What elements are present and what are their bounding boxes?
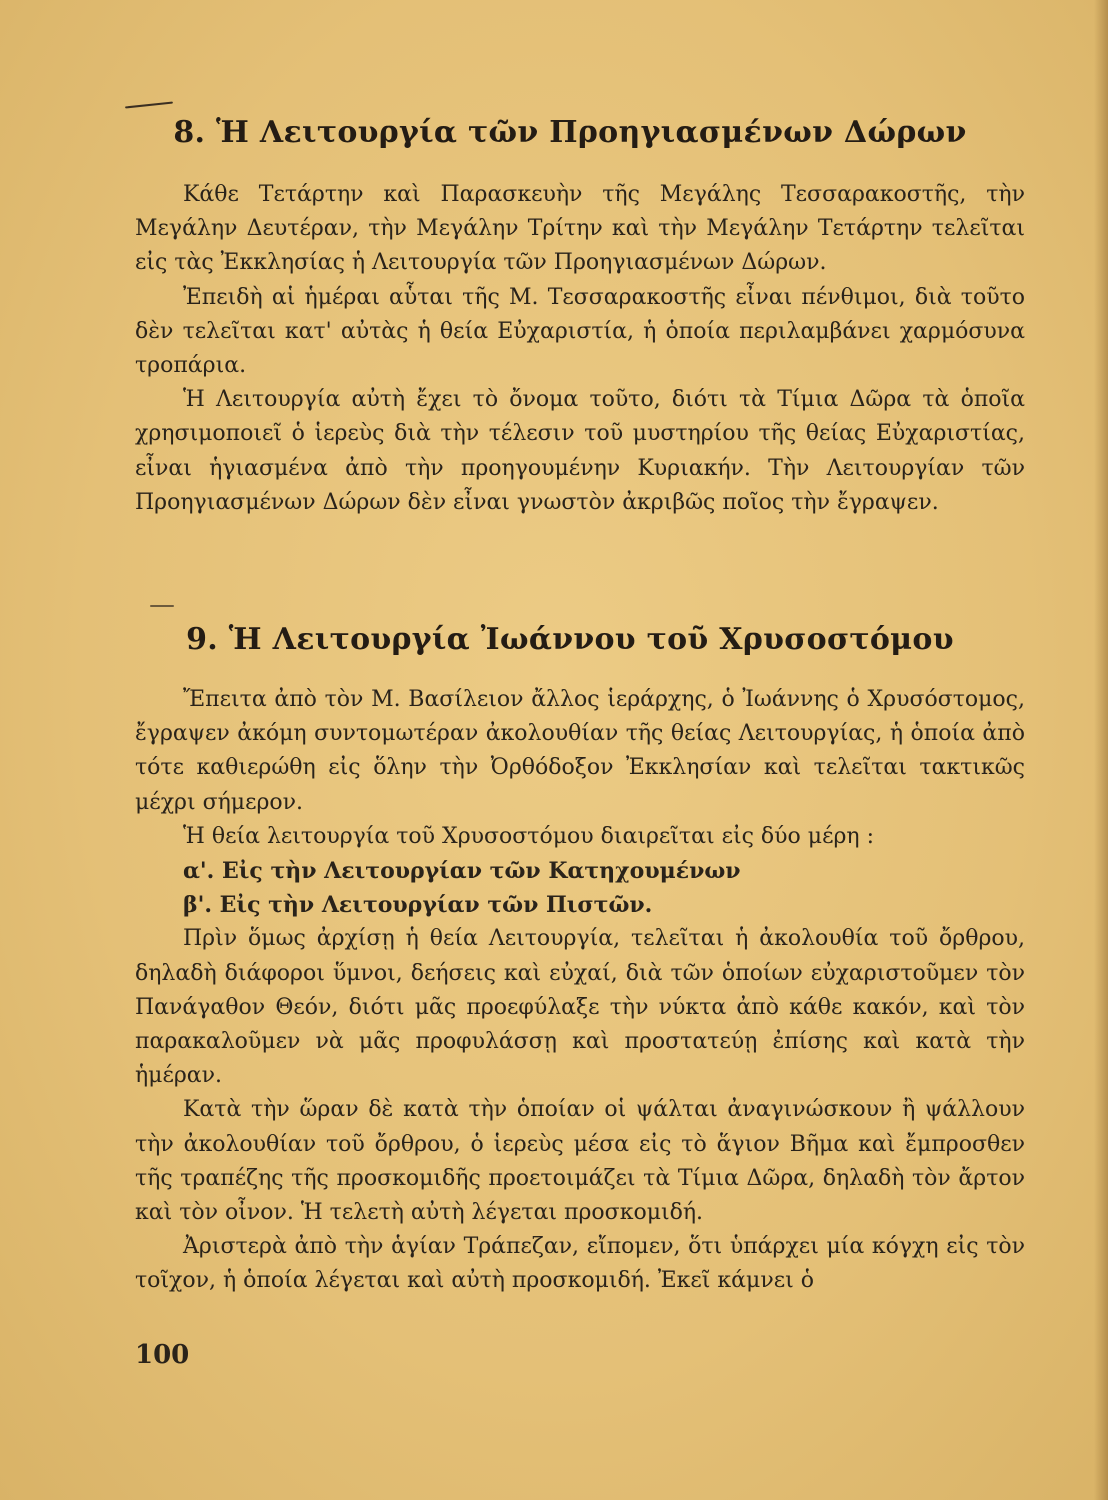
section-8-heading: 8. Ἡ Λειτουργία τῶν Προηγιασμένων Δώρων	[173, 115, 967, 150]
paragraph: Ἡ θεία λειτουργία τοῦ Χρυσοστόμου διαιρεῖται εἰς δύο μέρη :	[183, 823, 874, 849]
paragraph: Κατὰ τὴν ὥραν δὲ κατὰ τὴν ὁποίαν οἱ ψάλται ἀναγινώσκουν ἢ ψάλλουν τὴν ἀκολουθίαν τοῦ ὄρθρου, ὁ ἱερεὺς μέσα εἰς τὸ ἅγιον Βῆμα καὶ ἔμπροσθεν τῆς τραπέζης τῆς προσκομιδῆς προετοιμάζει τὰ Τίμια Δῶρα, δηλαδὴ τὸν ἄρτον καὶ τὸν οἶνον. Ἡ τελετὴ αὐτὴ λέγεται προσκομιδή.	[135, 1097, 1025, 1226]
paragraph: Ἔπειτα ἀπὸ τὸν Μ. Βασίλειον ἄλλος ἱεράρχης, ὁ Ἰωάννης ὁ Χρυσόστομος, ἔγραψεν ἀκόμη συντομωτέραν ἀκολουθίαν τῆς θείας Λειτουργίας, ἡ ὁποία ἀπὸ τότε καθιερώθη εἰς ὅλην τὴν Ὀρθόδοξον Ἐκκλησίαν καὶ τελεῖται τακτικῶς μέχρι σήμερον.	[135, 687, 1025, 815]
section-9-body	[135, 683, 1025, 1299]
liturgy-part-a: α'. Εἰς τὴν Λειτουργίαν τῶν Κατηχουμένων	[183, 858, 741, 885]
paragraph: Ἐπειδὴ αἱ ἡμέραι αὗται τῆς Μ. Τεσσαρακοστῆς εἶναι πένθιμοι, διὰ τοῦτο δὲν τελεῖται κατ' αὐτὰς ἡ θεία Εὐχαριστία, ἡ ὁποία περιλαμβάνει χαρμόσυνα τροπάρια.	[135, 284, 1025, 379]
liturgy-part-b: β'. Εἰς τὴν Λειτουργίαν τῶν Πιστῶν.	[183, 892, 653, 919]
paragraph: Πρὶν ὅμως ἀρχίσῃ ἡ θεία Λειτουργία, τελεῖται ἡ ἀκολουθία τοῦ ὄρθρου, δηλαδὴ διάφοροι ὕμνοι, δεήσεις καὶ εὐχαί, διὰ τῶν ὁποίων εὐχαριστοῦμεν τὸν Πανάγαθον Θεόν, διότι μᾶς προεφύλαξε τὴν νύκτα ἀπὸ κάθε κακόν, καὶ τὸν παρακαλοῦμεν νὰ μᾶς προφυλάσσῃ καὶ προστατεύῃ ἐπίσης καὶ κατὰ τὴν ἡμέραν.	[135, 926, 1025, 1089]
section-8-body	[135, 178, 1025, 520]
paragraph: Ἡ Λειτουργία αὐτὴ ἔχει τὸ ὄνομα τοῦτο, διότι τὰ Τίμια Δῶρα τὰ ὁποῖα χρησιμοποιεῖ ὁ ἱερεὺς διὰ τὴν τέλεσιν τοῦ μυστηρίου τῆς θείας Εὐχαριστίας, εἶναι ἡγιασμένα ἀπὸ τὴν προηγουμένην Κυριακήν. Τὴν Λειτουργίαν τῶν Προηγιασμένων Δώρων δὲν εἶναι γνωστὸν ἀκριβῶς ποῖος τὴν ἔγραψεν.	[135, 387, 1025, 515]
pencil-mark	[125, 101, 173, 108]
pencil-mark	[150, 605, 174, 607]
page-edge-shadow	[1094, 0, 1108, 1500]
page-number: 100	[135, 1340, 190, 1370]
paragraph: Ἀριστερὰ ἀπὸ τὴν ἁγίαν Τράπεζαν, εἴπομεν, ὅτι ὑπάρχει μία κόγχη εἰς τὸν τοῖχον, ἡ ὁποία λέγεται καὶ αὐτὴ προσκομιδή. Ἐκεῖ κάμνει ὁ	[135, 1234, 1025, 1294]
section-9-heading: 9. Ἡ Λειτουργία Ἰωάννου τοῦ Χρυσοστόμου	[186, 622, 954, 657]
paragraph: Κάθε Τετάρτην καὶ Παρασκευὴν τῆς Μεγάλης Τεσσαρακοστῆς, τὴν Μεγάλην Δευτέραν, τὴν Μεγάλην Τρίτην καὶ τὴν Μεγάλην Τετάρτην τελεῖται εἰς τὰς Ἐκκλησίας ἡ Λειτουργία τῶν Προηγιασμένων Δώρων.	[135, 182, 1025, 276]
